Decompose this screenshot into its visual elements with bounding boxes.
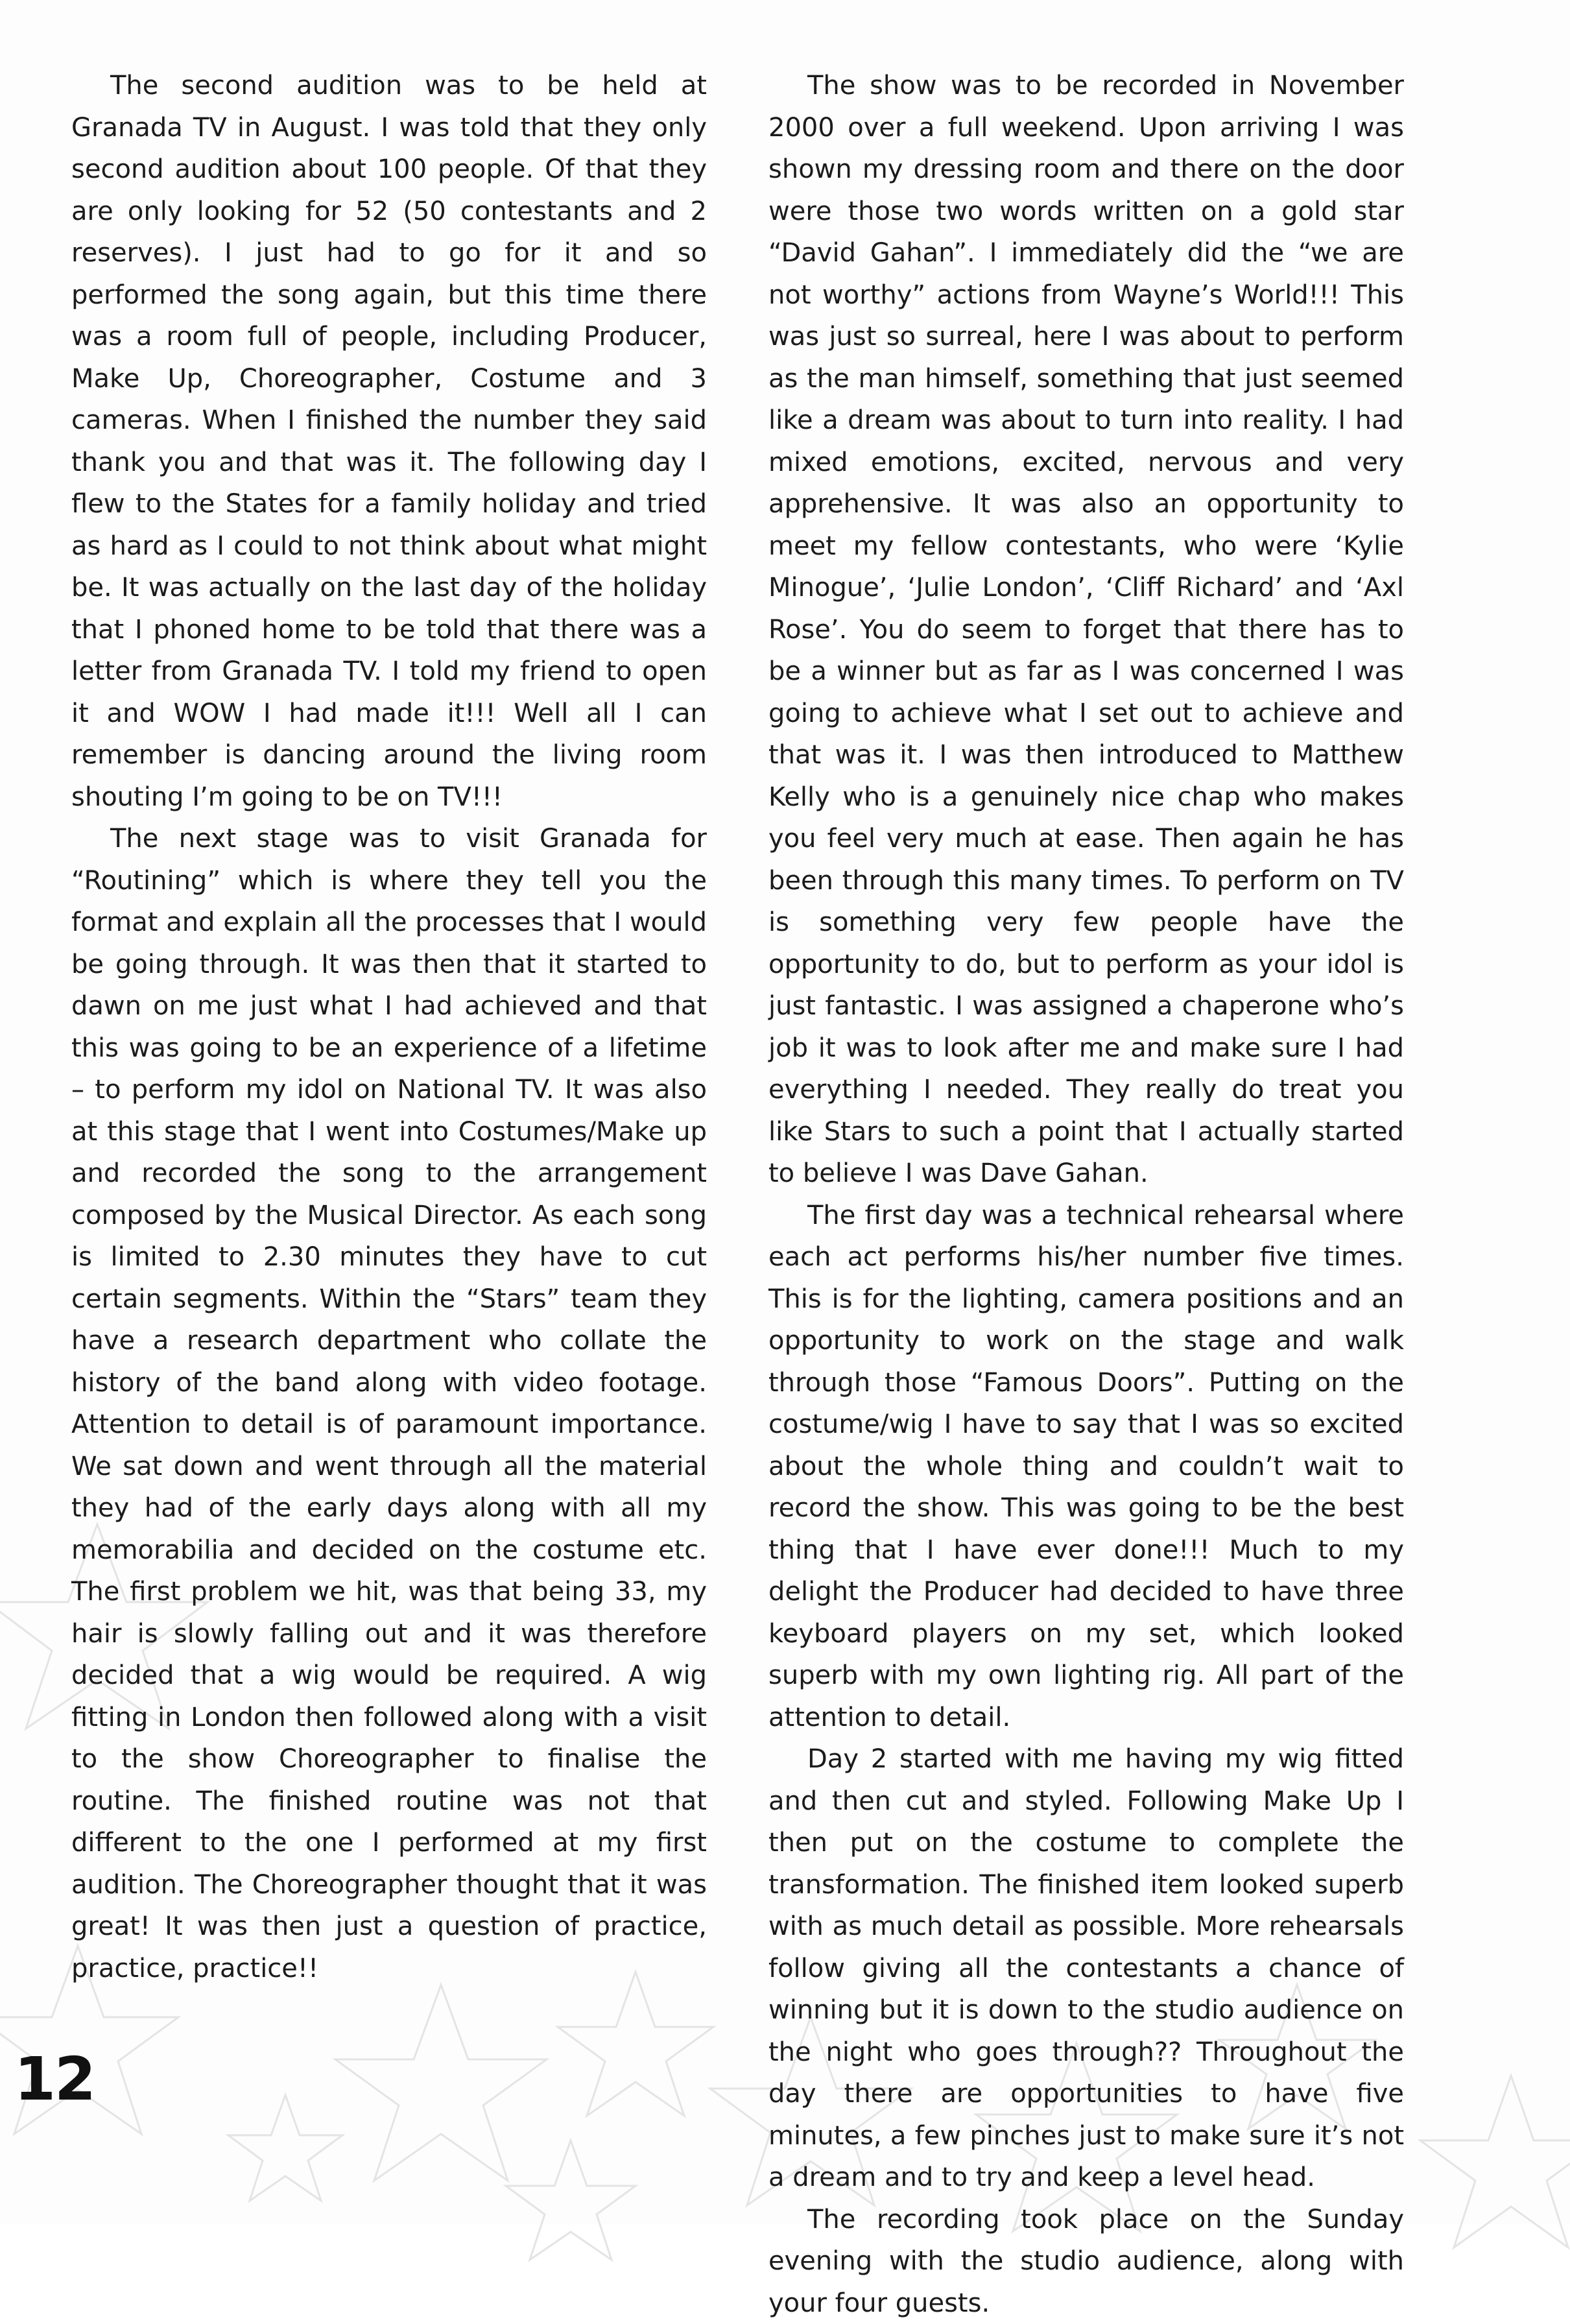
right-text-column <box>768 65 1404 2324</box>
left-text-column <box>71 65 707 1989</box>
body-paragraph: The recording took place on the Sunday evening with the studio audience, along with your four guests. <box>768 2199 1404 2324</box>
body-paragraph: The next stage was to visit Granada for “Routining” which is where they tell you the format and explain all the processes that I would be going through. It was then that it started to dawn on me just what I had achieved and that this was going to be an experience of a lifetime – to perform my idol on National TV. It was also at this stage that I went into Costumes/Make up and recorded the song to the arrangement composed by the Musical Director. As each song is limited to 2.30 minutes they have to cut certain segments. Within the “Stars” team they have a research department who collate the history of the band along with video footage. Attention to detail is of paramount importance. We sat down and went through all the material they had of the early days along with all my memorabilia and decided on the costume etc. The first problem we hit, was that being 33, my hair is slowly falling out and it was therefore decided that a wig would be required. A wig fitting in London then followed along with a visit to the show Choreographer to finalise the routine. The finished routine was not that different to the one I performed at my first audition. The Choreographer thought that it was great! It was then just a question of practice, practice, practice!! <box>71 818 707 1989</box>
star-outline-decoration <box>558 1972 713 2116</box>
body-paragraph: The first day was a technical rehearsal where each act performs his/her number five times. This is for the lighting, camera positions and an opportunity to work on the stage and walk through those “Famous Doors”. Putting on the costume/wig I have to say that I was so excited about the whole thing and couldn’t wait to record the show. This was going to be the best thing that I have ever done!!! Much to my delight the Producer had decided to have three keyboard players on my set, which looked superb with my own lighting rig. All part of the attention to detail. <box>768 1195 1404 1739</box>
body-paragraph: The second audition was to be held at Granada TV in August. I was told that they only second audition about 100 people. Of that they are only looking for 52 (50 contestants and 2 reserves). I just had to go for it and so performed the song again, but this time there was a room full of people, including Producer, Make Up, Choreographer, Costume and 3 cameras. When I finished the number they said thank you and that was it. The following day I flew to the States for a family holiday and tried as hard as I could to not think about what might be. It was actually on the last day of the holiday that I phoned home to be told that there was a letter from Granada TV. I told my friend to open it and WOW I had made it!!! Well all I can remember is dancing around the living room shouting I’m going to be on TV!!! <box>71 65 707 818</box>
body-paragraph: Day 2 started with me having my wig fitted and then cut and styled. Following Make Up I then put on the costume to complete the transformation. The finished item looked superb with as much detail as possible. More rehearsals follow giving all the contestants a chance of winning but it is down to the studio audience on the night who goes through?? Throughout the day there are opportunities to have five minutes, a few pinches just to make sure it’s not a dream and to try and keep a level head. <box>768 1738 1404 2199</box>
body-paragraph: The show was to be recorded in November 2000 over a full weekend. Upon arriving I was shown my dressing room and there on the door were those two words written on a gold star “David Gahan”. I immediately did the “we are not worthy” actions from Wayne’s World!!! This was just so surreal, here I was about to perform as the man himself, something that just seemed like a dream was about to turn into reality. I had mixed emotions, excited, nervous and very apprehensive. It was also an opportunity to meet my fellow contestants, who were ‘Kylie Minogue’, ‘Julie London’, ‘Cliff Richard’ and ‘Axl Rose’. You do seem to forget that there has to be a winner but as far as I was concerned I was going to achieve what I set out to achieve and that was it. I was then introduced to Matthew Kelly who is a genuinely nice chap who makes you feel very much at ease. Then again he has been through this many times. To perform on TV is something very few people have the opportunity to do, but to perform as your idol is just fantastic. I was assigned a chaperone who’s job it was to look after me and make sure I had everything I needed. They really do treat you like Stars to such a point that I actually started to believe I was Dave Gahan. <box>768 65 1404 1195</box>
star-outline-decoration <box>228 2095 342 2201</box>
star-outline-decoration <box>1420 2076 1570 2247</box>
page-number: 12 <box>14 2050 95 2109</box>
star-outline-decoration <box>335 1985 547 2181</box>
star-outline-decoration <box>506 2140 636 2260</box>
